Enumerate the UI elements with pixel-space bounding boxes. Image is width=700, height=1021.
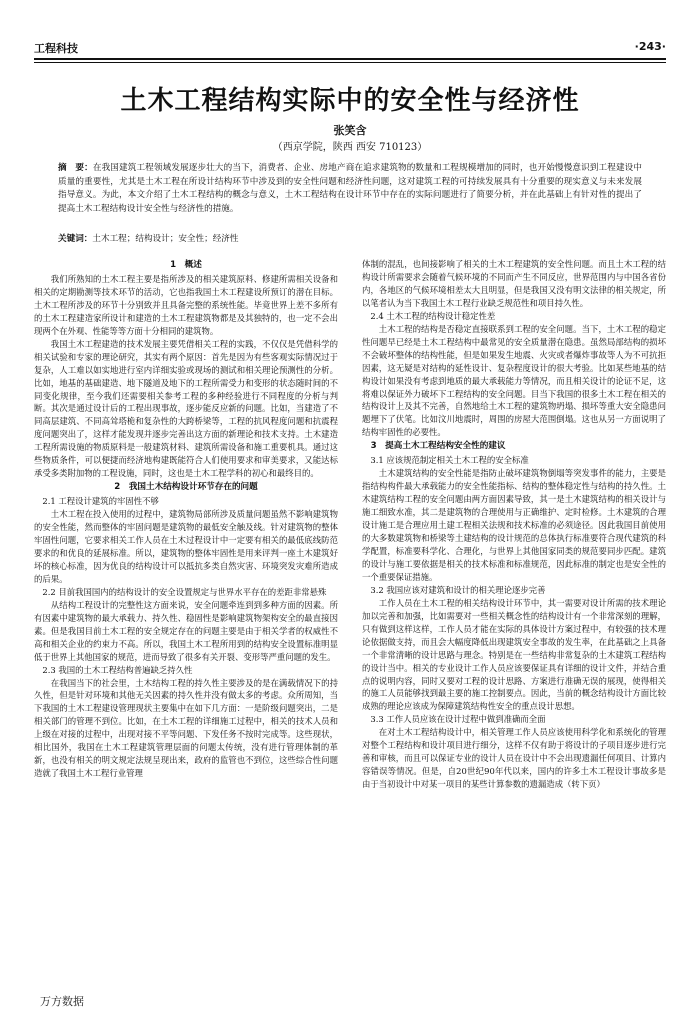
- paragraph: 在我国当下的社会里，土木结构工程的持久性主要涉及的是在满载情况下的持久性，但是针对环境和其他无关因素的持久性并没有做太多的考虑。众所周知，当下我国的土木工程建设管理现状主要集中在如下几方面：一是阶级问题突出，二是相关部门的管理不到位。比如，在土木工程的详细施工过程中，相关的技术人员和上级在对接的过程中，出现对接不平等问题、下发任务不按时完成等。这些现状，相比国外，我国在土木工程建筑管理层面的问题太传统，没有进行管理体制的革新，也没有相关的明文规定法规呈现出来，政府的监管也不到位，这些综合性问题造就了我国土木工程行业管理: [34, 677, 338, 779]
- left-column: [34, 258, 338, 998]
- footer-watermark: 万方数据: [40, 995, 84, 1008]
- affiliation: （西京学院，陕西 西安 710123）: [272, 142, 428, 153]
- subsection-heading: 3.2 我国应该对建筑和设计的相关理论逐步完善: [370, 584, 546, 595]
- abstract-text: 在我国建筑工程领域发展逐步壮大的当下，消费者、企业、房地产商在追求建筑物的数量和工程规模增加的同时，也开始慢慢意识到工程建设中质量的重要性，尤其是土木工程在所设计结构环节中涉及到的安全性问题和经济性问题，这对建筑工程的可持续发展具有十分重要的现实意义与未来发展指导意义。为此，本文介绍了土木工程结构的概念与意义，土木工程结构在设计环节中存在的实际问题进行了简要分析，并在此基础上有针对性的提出了提高土木工程结构设计安全性与经济性的措施。: [58, 163, 642, 214]
- section-heading: 3 提高土木工程结构安全性的建议: [370, 441, 506, 452]
- header-rule: [34, 58, 666, 60]
- paragraph: 土木建筑结构的安全性能是指防止破坏建筑物倒塌等突发事件的能力，主要是指结构构件最大承载能力的安全性能指标、结构的整体稳定性与结构的持久性。土木建筑结构工程的安全问题由两方面因素导致，其一是土木建筑结构的相关设计与施工细致水准，其二是建筑物的合理使用与正确维护、定时检修。土木建筑的合理设计施工是合理应用土建工程相关法规和技术标准的必须途径。因此我国目前使用的大多数建筑物和桥梁等土建结构的设计规范的总体执行标准要符合现代建筑的科学配置，标准要科学化、合理化，与世界上其他国家同类的规范要同步匹配。建筑的设计与施工要依据是相关的技术标准和标准规范，因此标准的制定也是安全性的一个重要保证措施。: [362, 468, 666, 582]
- subsection-heading: 3.3 工作人员应该在设计过程中做到准确而全面: [370, 714, 546, 725]
- paragraph: 土木工程在投入使用的过程中，建筑物局部所涉及质量问题虽然不影响建筑物的安全性能，然而整体的牢固问题是建筑物的最低安全触及线。针对建筑物的整体牢固性问题，它要求相关工作人员在土木过程设计中一定要有相关的最低底线防范要求的和优良的延展标准。所以，建筑物的整体牢固性是用来评判一座土木建筑好坏的核心标准，因为优良的结构设计可以抵抗多类自然灾害、环境突发灾难所造成的后果。: [34, 509, 338, 584]
- paragraph: 我国土木工程建造的技术发展主要凭借相关工程的实践，不仅仅是凭借科学的相关试验和专家的理论研究，其实有两个原因：首先是因为有些客观实际情况过于复杂，人工难以如实地进行室内详细实验或现场的测试和相关理论预测性的分析。比如，地基的基础建造、地下隧道及地下的工程所需受力和变形的状态随时间的不同变化规律，至今我们还需要相关参考工程的多种经验进行不同程度的分析与判断。其次是通过设计后的工程出现事故，逐步能反应新的问题。比如，当建造了不同高层建筑、不同高耸塔桅和复杂性的大跨桥梁等，工程的抗风程度问题和抗震程度问题突出了，这样才能发现并逐步完善出这方面的新理论和技术支持。土木建造工程所需设施的物质原料是一般建筑材料、建筑所需设备和施工重要机具。通过这些物质条件，可以便捷而经济地构建既能符合人们使用要求和审美要求，又能达标承受多类附加物的工程设施，同时，这也是土木工程学科的初心和最终目的。: [34, 338, 338, 479]
- section-heading: 2 我国土木结构设计环节存在的问题: [114, 482, 258, 493]
- keywords-label: 关键词：: [58, 234, 93, 244]
- section-heading: 1 概述: [170, 260, 202, 270]
- subsection-heading: 2.1 工程设计建筑的牢固性不够: [42, 496, 159, 507]
- abstract: [58, 162, 642, 216]
- paragraph: 工作人员在土木工程的相关结构设计环节中，其一需要对设计所需的技术理论加以完善和加强，比如需要对一些相关概念性的结构设计有一个非常深刻的理解，只有做到这样这样，工作人员才能在实际的具体设计方案过程中，有较强的技术理论依据做支持，而且会大幅度降低出现建筑安全事故的发生率，在此基础之上具备一个非常清晰的设计思路与理念。特别是在一些结构非常复杂的土木建筑工程结构的设计当中。相关的专业设计工作人员应该要保证具有详细的设计文件，并结合重点的说明内容，同时又要对工程的设计思路、方案进行准确无误的展现，使得相关的施工人员能够找到最主要的施工控制要点。因此，当前的概念结构设计方面比较成熟的理论应该成为保障建筑结构性安全的重点设计思想。: [362, 597, 666, 712]
- paragraph: 体制的混乱，也间接影响了相关的土木工程建筑的安全性问题。而且土木工程的结构设计所需要求会随着气候环境的不同而产生不同反应，世界范围内与中国各省份内，各地区的气候环境相差太大且明显，但是我国又没有明文法律的相关规定，所以笔者认为当下我国土木工程行业缺乏规范性和项目持久性。: [362, 259, 666, 308]
- header-rule-thin: [34, 62, 666, 63]
- paragraph: 土木工程的结构是否稳定直接联系到工程的安全问题。当下，土木工程的稳定性问题早已经是土木工程结构中最常见的安全质量潜在隐患。虽然局部结构的损坏不会破坏整体的结构性能，但是如果发生地震、火灾或者爆炸事故等人为不可抗拒因素，这无疑是对结构的延性设计、复杂程度设计的很大考验。比如某些地基的结构设计如果没有考虑到地质的最大承载能力等情况，而且相关设计的论证不足，这将难以保证外力破坏下工程结构的安全问题。目当下我国的很多土木工程在相关的结构设计上及其不完善，自然地给土木工程的建筑物坍塌、损坏等重大安全隐患问题埋下了伏笔。比如汶川地震时，周围的房屋大范围倒塌。这也从另一方面说明了结构牢固性的必要性。: [362, 323, 666, 438]
- paragraph: 我们所熟知的土木工程主要是指所涉及的相关建筑原料、修建所需相关设备和相关的定期勘测等技术环节的活动，它也指我国土木工程建设所预订的潜在目标。土木工程所涉及的环节十分别致并且具备完整的系统性能。毕竟世界上差不多所有的土木工程建造家所设计和建造的土木工程建筑物都是及其独特的，也一定不会出现两个在外观、性能等等方面十分相同的建筑物。: [34, 273, 338, 336]
- subsection-heading: 2.4 土木工程的结构设计稳定性差: [370, 310, 496, 321]
- subsection-heading: 3.1 应该规范制定相关土木工程的安全标准: [370, 455, 529, 466]
- running-header: [34, 40, 666, 56]
- author: 张笑含: [333, 124, 367, 137]
- subsection-heading: 2.3 我国的土木工程结构普遍缺乏持久性: [42, 664, 193, 675]
- page-number: ·243·: [634, 40, 666, 53]
- abstract-label: 摘 要：: [58, 163, 93, 173]
- paragraph: 从结构工程设计的完整性这方面来说，安全问题牵连到到多种方面的因素。所有因素中建筑物的最大承载力、持久性、稳固性是影响建筑物架构安全的最直接因素。但是我国目前土木工程的安全规定存在的问题主要是由于相关学者的权威性不高和相关企业的约束力不高。所以，我国土木工程所用到的结构安全设置标准明显低于世界上其他国家的规范，进而导致了很多有关开裂、变形等严重问题的发生。: [34, 599, 338, 662]
- subsection-heading: 2.2 目前我国国内的结构设计的安全设置规定与世界水平存在的差距非常悬殊: [42, 586, 327, 597]
- paper-title: 土木工程结构实际中的安全性与经济性: [120, 86, 580, 116]
- keywords-text: 土木工程；结构设计；安全性；经济性: [92, 234, 239, 244]
- paragraph: 在对土木工程结构设计中，相关管理工作人员应该使用科学化和系统化的管理对整个工程结构和设计项目进行细分，这样不仅有助于将设计的子项目逐步进行完善和审核，而且可以保证专业的设计人员在设计中不会出现遗漏任何项目、计算内容错误等情况。但是，自20世纪90年代以来，国内的许多土木工程设计事故多是由于当初设计中对某一项目的某些计算参数的遗漏造成（转下页）: [362, 727, 666, 790]
- keywords: [58, 233, 642, 246]
- right-column: [362, 258, 666, 998]
- journal-name: 工程科技: [34, 42, 78, 55]
